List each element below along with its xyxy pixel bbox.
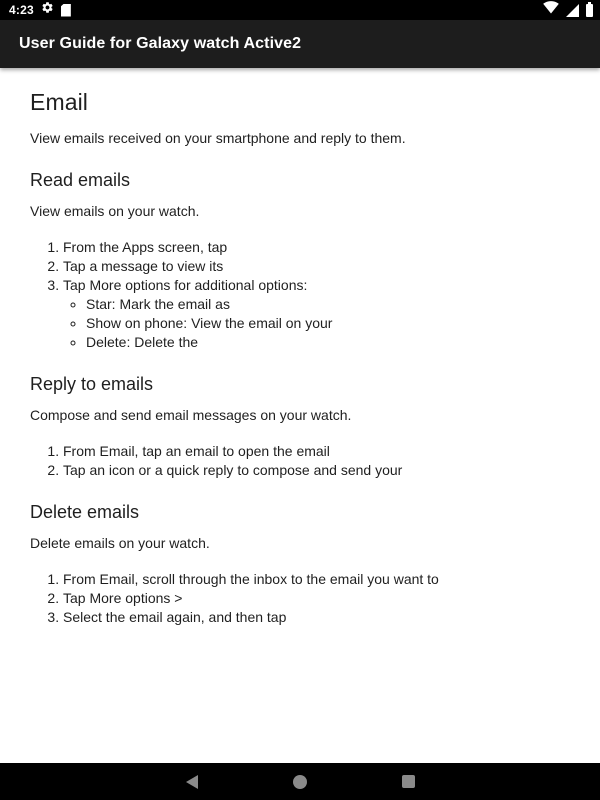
step-item: 1. From Email, tap an email to open the email bbox=[63, 442, 570, 461]
section-heading-reply-to-emails: Reply to emails bbox=[30, 374, 154, 394]
page-content[interactable] bbox=[0, 68, 600, 627]
app-bar bbox=[0, 20, 600, 68]
back-icon bbox=[186, 775, 198, 789]
app-bar-title: User Guide for Galaxy watch Active2 bbox=[19, 35, 302, 52]
back-button[interactable] bbox=[182, 772, 202, 792]
steps-list-delete-emails bbox=[30, 570, 570, 627]
step-item: 2. Tap a message to view its bbox=[63, 257, 570, 276]
step-item: 1. From Email, scroll through the inbox to the email you want to bbox=[63, 570, 570, 589]
home-button[interactable] bbox=[290, 772, 310, 792]
steps-list-reply-to-emails bbox=[30, 442, 570, 480]
section-description: Delete emails on your watch. bbox=[30, 535, 210, 551]
battery-icon bbox=[586, 4, 593, 17]
wifi-icon bbox=[543, 1, 559, 19]
status-time: 4:23 bbox=[9, 3, 34, 17]
settings-gear-icon bbox=[41, 1, 54, 19]
recents-button[interactable] bbox=[398, 772, 418, 792]
sub-item: ◦ Show on phone: View the email on your bbox=[86, 314, 570, 333]
cellular-signal-icon bbox=[566, 4, 579, 17]
intro-paragraph: View emails received on your smartphone and reply to them. bbox=[30, 130, 406, 146]
step-item: 2. Tap More options > bbox=[63, 589, 570, 608]
section-heading-read-emails: Read emails bbox=[30, 170, 131, 190]
step-item bbox=[63, 276, 570, 352]
section-description: Compose and send email messages on your watch. bbox=[30, 407, 352, 423]
steps-list-read-emails bbox=[30, 238, 570, 352]
step-text: Tap More options for additional options: bbox=[63, 277, 308, 293]
step-item: 2. Tap an icon or a quick reply to compose and send your bbox=[63, 461, 570, 480]
status-bar-left bbox=[9, 1, 71, 19]
page-title: Email bbox=[30, 89, 89, 115]
options-sublist bbox=[63, 295, 570, 352]
section-description: View emails on your watch. bbox=[30, 203, 200, 219]
sim-card-icon bbox=[61, 4, 71, 17]
status-bar-right bbox=[543, 1, 593, 19]
status-bar bbox=[0, 0, 600, 20]
home-icon bbox=[293, 775, 307, 789]
step-item: 1. From the Apps screen, tap bbox=[63, 238, 570, 257]
sub-item: ◦ Star: Mark the email as bbox=[86, 295, 570, 314]
android-nav-bar bbox=[0, 763, 600, 800]
step-item: 3. Select the email again, and then tap bbox=[63, 608, 570, 627]
sub-item: ◦ Delete: Delete the bbox=[86, 333, 570, 352]
section-heading-delete-emails: Delete emails bbox=[30, 502, 140, 522]
recents-icon bbox=[402, 775, 415, 788]
